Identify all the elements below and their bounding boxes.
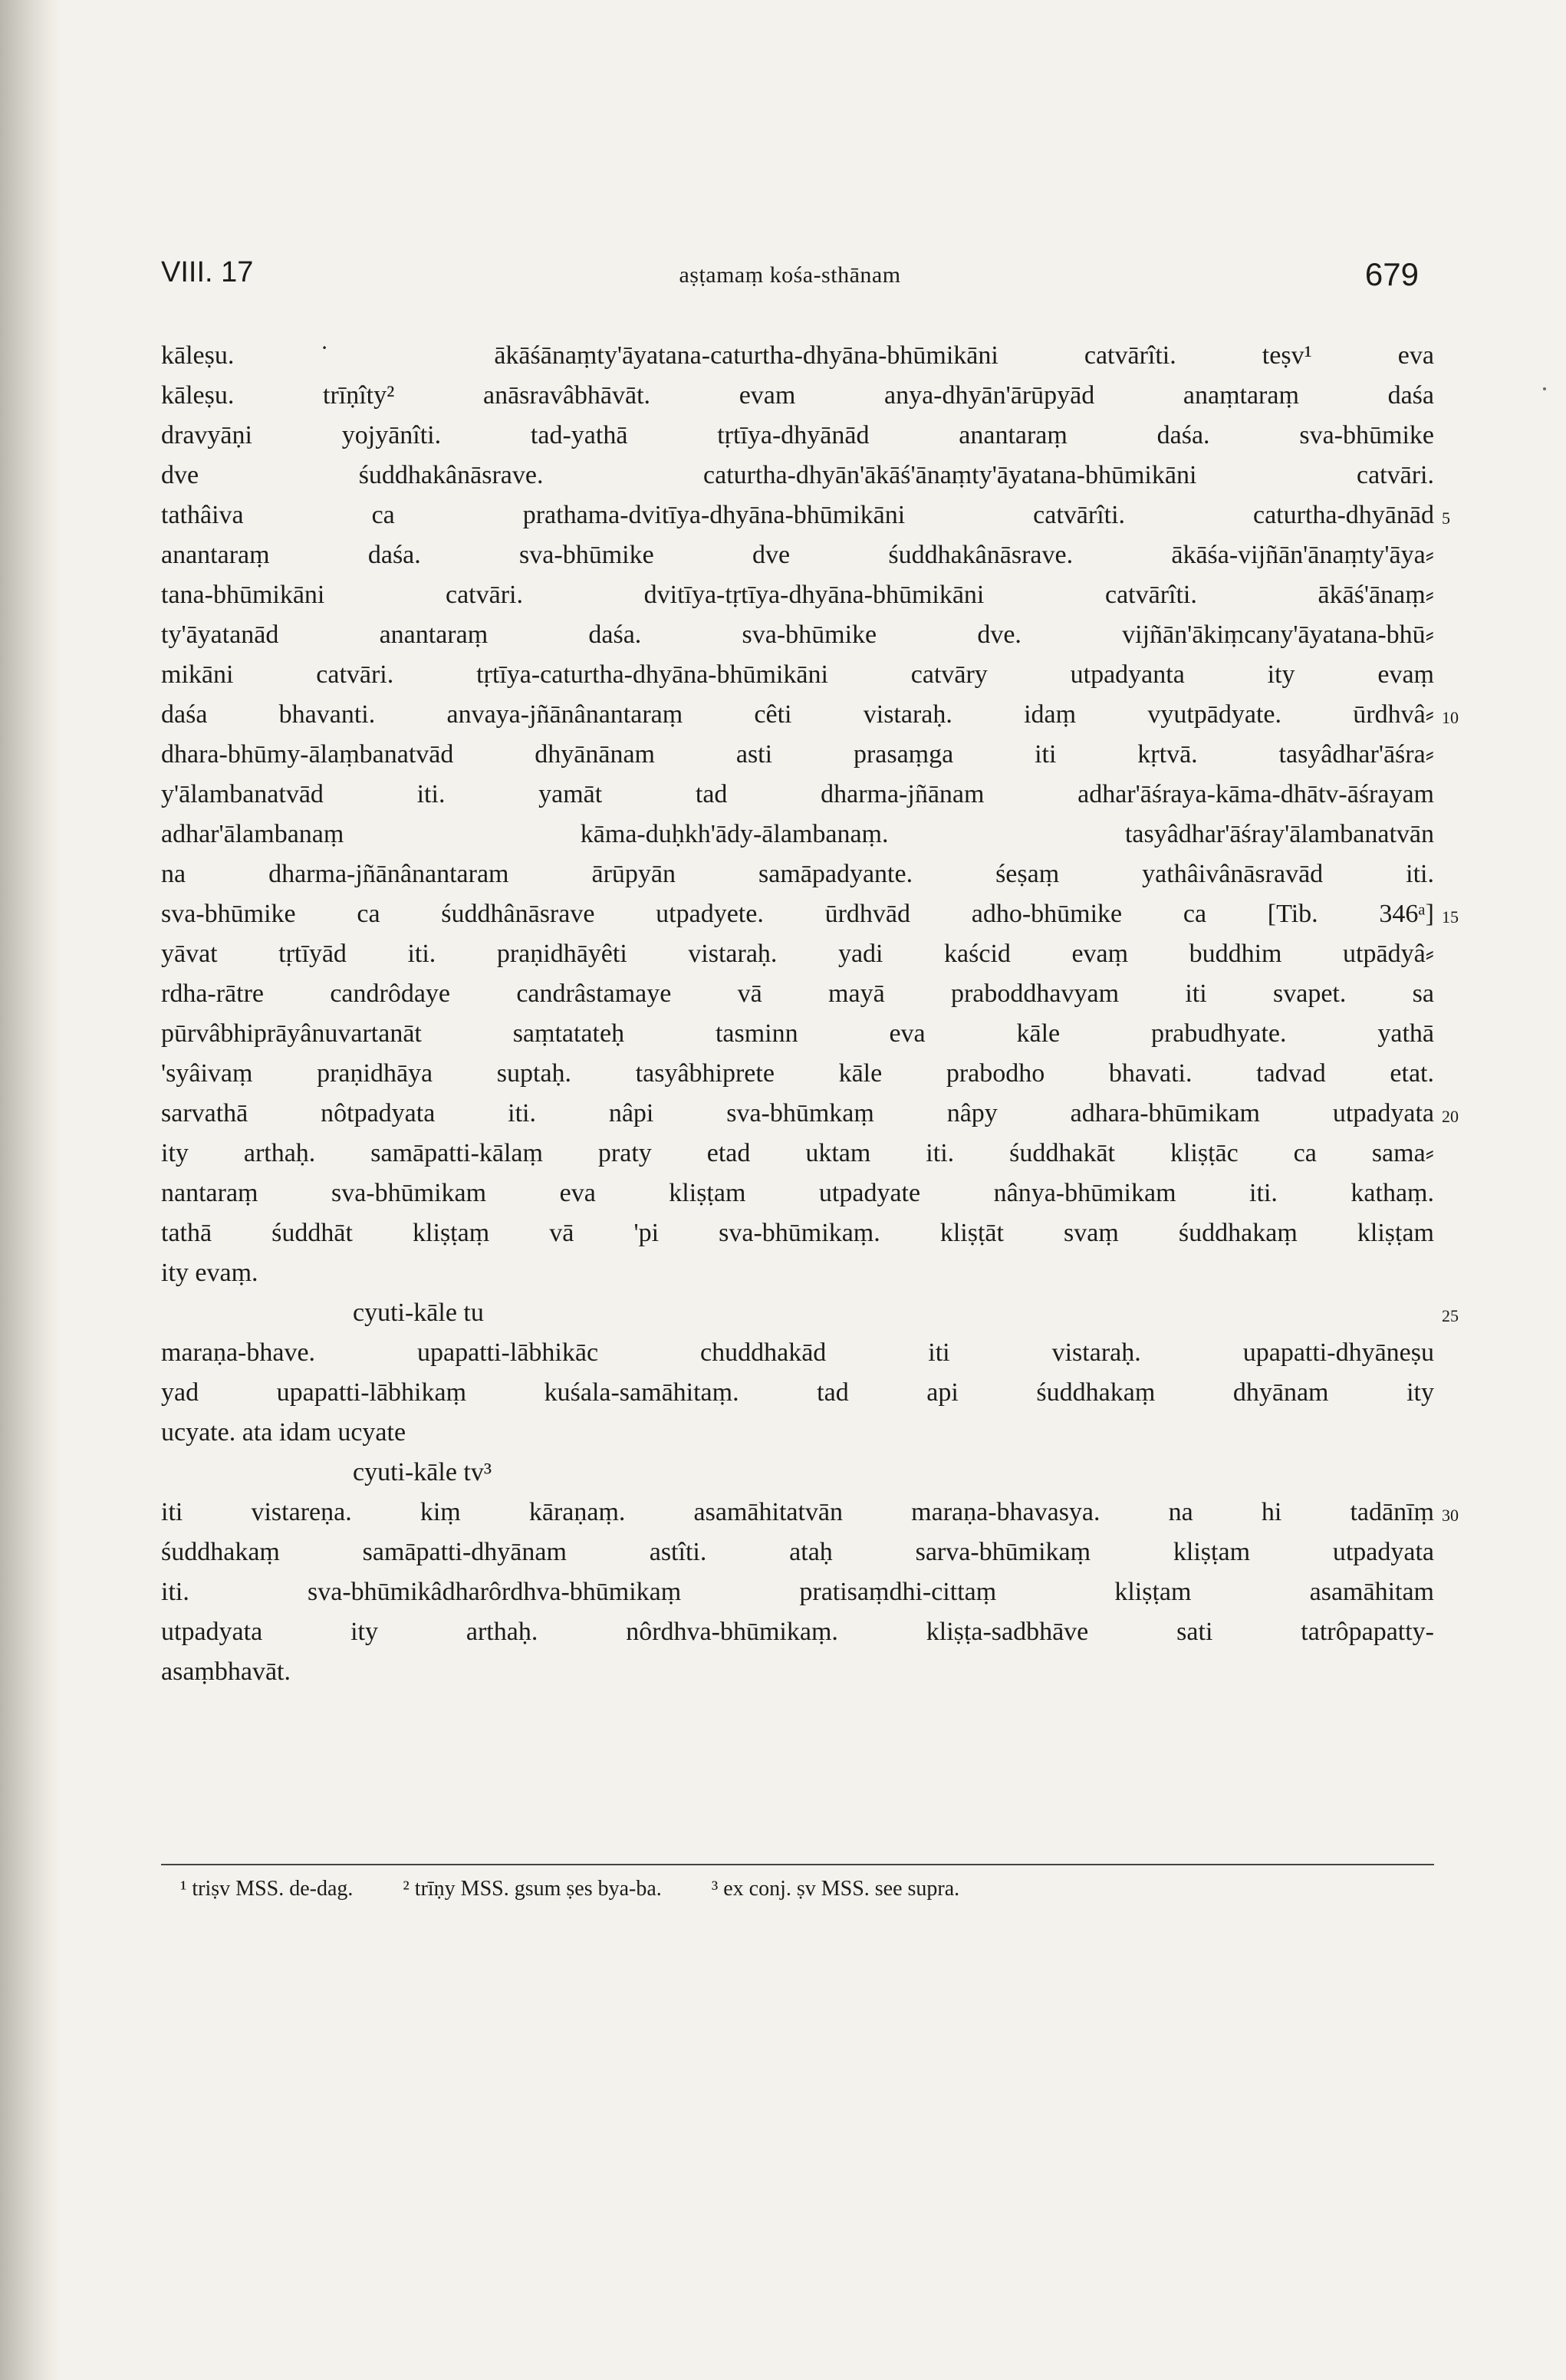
text-line: anantaraṃ daśa. sva-bhūmike dve śuddhakânāsrave. ākāśa-vijñān'ānaṃty'āya⸗ (161, 541, 1434, 569)
text-line: dhara-bhūmy-ālaṃbanatvād dhyānānam asti prasaṃga iti kṛtvā. tasyâdhar'āśra⸗ (161, 740, 1434, 769)
text-line-content: daśa bhavanti. anvaya-jñānânantaraṃ cêti vistaraḥ. idaṃ vyutpādyate. ūrdhvâ⸗ (161, 700, 1434, 729)
line-number: 20 (1442, 1107, 1459, 1126)
text-line-content: sarvathā nôtpadyata iti. nâpi sva-bhūmkaṃ nâpy adhara-bhūmikam utpadyata (161, 1099, 1434, 1127)
text-line (161, 1094, 1459, 1134)
text-line: ity arthaḥ. samāpatti-kālaṃ praty etad uktam iti. śuddhakāt kliṣṭāc ca sama⸗ (161, 1139, 1434, 1167)
line-number: 25 (1442, 1306, 1459, 1325)
text-line: y'ālambanatvād iti. yamāt tad dharma-jñānam adhar'āśraya-kāma-dhātv-āśrayam (161, 780, 1434, 808)
text-line: 'syâivaṃ praṇidhāya suptaḥ. tasyâbhiprete kāle prabodho bhavati. tadvad etat. (161, 1059, 1434, 1088)
text-line: yad upapatti-lābhikaṃ kuśala-samāhitaṃ. tad api śuddhakaṃ dhyānam ity (161, 1378, 1434, 1407)
text-line: tana-bhūmikāni catvāri. dvitīya-tṛtīya-dhyāna-bhūmikāni catvārîti. ākāś'ānaṃ⸗ (161, 581, 1434, 609)
footnote-2: ² trīṇy MSS. gsum ṣes bya-ba. (403, 1877, 662, 1901)
scan-speck (1543, 387, 1546, 390)
text-line: dravyāṇi yojyānîti. tad-yathā tṛtīya-dhyānād anantaraṃ daśa. sva-bhūmike (161, 421, 1434, 449)
text-line: rdha-rātre candrôdaye candrâstamaye vā mayā praboddhavyam iti svapet. sa (161, 979, 1434, 1008)
body-text (161, 336, 1459, 1692)
text-line: yāvat tṛtīyād iti. praṇidhāyêti vistaraḥ. yadi kaścid evaṃ buddhim utpādyâ⸗ (161, 940, 1434, 968)
footnote-3: ³ ex conj. ṣv MSS. see supra. (711, 1877, 960, 1901)
scan-edge-shadow (0, 0, 60, 2380)
text-line: mikāni catvāri. tṛtīya-caturtha-dhyāna-bhūmikāni catvāry utpadyanta ity evaṃ (161, 660, 1434, 689)
line-number: 5 (1442, 509, 1450, 528)
text-line (161, 1493, 1459, 1532)
page-number: 679 (1364, 256, 1419, 292)
text-line: nantaraṃ sva-bhūmikam eva kliṣṭam utpadyate nânya-bhūmikam iti. kathaṃ. (161, 1179, 1434, 1207)
verse-quote (161, 1293, 1459, 1333)
footnote-divider (161, 1864, 1434, 1865)
text-line: dve śuddhakânāsrave. caturtha-dhyān'ākāś'ānaṃty'āyatana-bhūmikāni catvāri. (161, 461, 1434, 489)
text-line: pūrvâbhiprāyânuvartanāt saṃtatateḥ tasminn eva kāle prabudhyate. yathā (161, 1019, 1434, 1048)
chapter-reference: VIII. 17 (161, 256, 254, 288)
text-line: na dharma-jñānânantaram ārūpyān samāpadyante. śeṣaṃ yathâivânāsravād iti. (161, 860, 1434, 888)
text-line: ty'āyatanād anantaraṃ daśa. sva-bhūmike dve. vijñān'ākiṃcany'āyatana-bhū⸗ (161, 621, 1434, 649)
text-line: maraṇa-bhave. upapatti-lābhikāc chuddhakād iti vistaraḥ. upapatti-dhyāneṣu (161, 1338, 1434, 1367)
text-line: ity evaṃ. (161, 1259, 258, 1287)
verse-quote: cyuti-kāle tv³ (353, 1458, 492, 1486)
text-line (161, 495, 1450, 535)
line-number: 30 (1442, 1506, 1459, 1525)
text-line: iti. sva-bhūmikâdharôrdhva-bhūmikaṃ pratisaṃdhi-cittaṃ kliṣṭam asamāhitam (161, 1578, 1434, 1606)
text-line: adhar'ālambanaṃ kāma-duḥkh'ādy-ālambanaṃ. tasyâdhar'āśray'ālambanatvān (161, 820, 1434, 848)
text-line (161, 894, 1459, 934)
text-line-content: cyuti-kāle tu (353, 1299, 484, 1327)
text-line-content: sva-bhūmike ca śuddhânāsrave utpadyete. ūrdhvād adho-bhūmike ca [Tib. 346ᵃ] (161, 900, 1434, 928)
text-line: kāleṣu. ˙ ākāśānaṃty'āyatana-caturtha-dhyāna-bhūmikāni catvārîti. teṣv¹ eva (161, 341, 1434, 370)
text-line: asaṃbhavāt. (161, 1657, 291, 1686)
text-line: śuddhakaṃ samāpatti-dhyānam astîti. ataḥ sarva-bhūmikaṃ kliṣṭam utpadyata (161, 1538, 1434, 1566)
text-line: tathā śuddhāt kliṣṭaṃ vā 'pi sva-bhūmikaṃ. kliṣṭāt svaṃ śuddhakaṃ kliṣṭam (161, 1219, 1434, 1247)
line-number: 15 (1442, 907, 1459, 927)
text-line: kāleṣu. trīṇîty² anāsravâbhāvāt. evam anya-dhyān'ārūpyād anaṃtaraṃ daśa (161, 381, 1434, 410)
text-line: utpadyata ity arthaḥ. nôrdhva-bhūmikaṃ. kliṣṭa-sadbhāve sati tatrôpapatty- (161, 1618, 1434, 1646)
text-line-content: tathâiva ca prathama-dvitīya-dhyāna-bhūmikāni catvārîti. caturtha-dhyānād (161, 501, 1434, 529)
running-title: aṣṭamaṃ kośa-sthānam (679, 262, 901, 288)
line-number: 10 (1442, 708, 1459, 727)
text-line: ucyate. ata idam ucyate (161, 1418, 406, 1447)
page-header (161, 252, 1419, 305)
text-line (161, 695, 1459, 735)
footnotes (180, 1877, 1004, 1901)
text-line-content: iti vistareṇa. kiṃ kāraṇaṃ. asamāhitatvān maraṇa-bhavasya. na hi tadānīṃ (161, 1498, 1434, 1526)
footnote-1: ¹ triṣv MSS. de-dag. (180, 1877, 354, 1901)
